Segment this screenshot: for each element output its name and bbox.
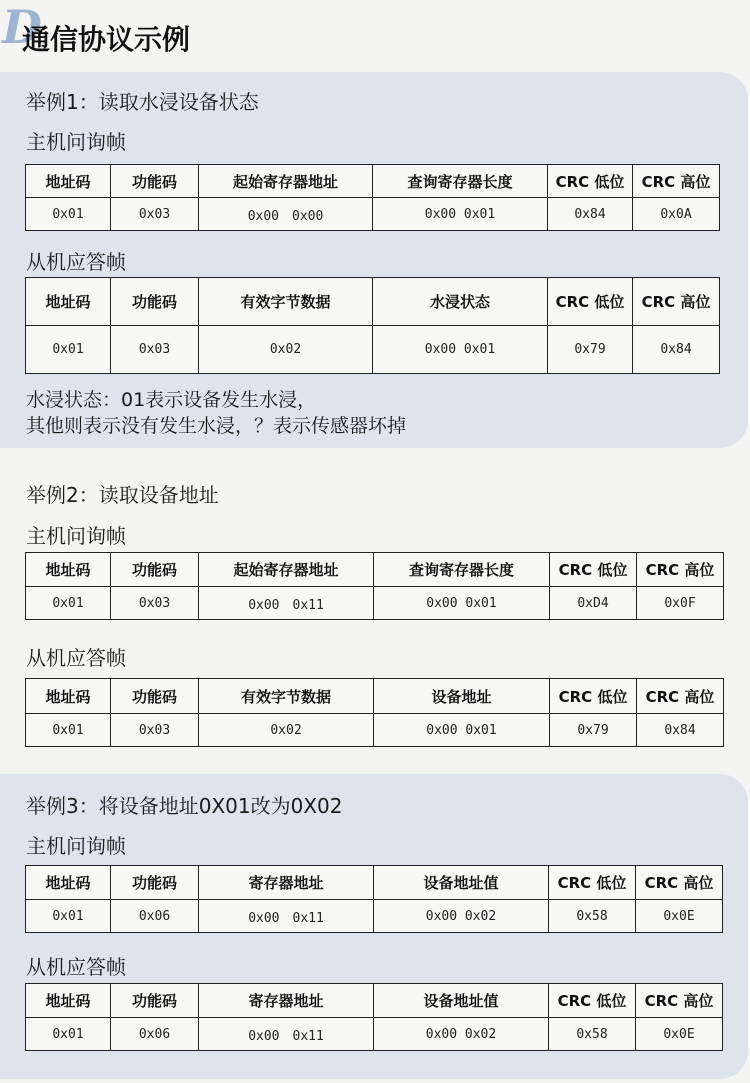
value-cell: 0x01 [26, 900, 111, 933]
example-2-reply-label: 从机应答帧 [26, 646, 126, 670]
value-cell: 0x79 [548, 326, 633, 374]
example-3-section [0, 774, 748, 1079]
example-3-reply-label: 从机应答帧 [26, 955, 126, 979]
header-cell: CRC 低位 [550, 679, 637, 714]
value-cell: 0x02 [199, 714, 374, 747]
example-3-title: 举例3：将设备地址0X01改为0X02 [26, 794, 343, 818]
example-3-reply-table [25, 983, 723, 1051]
value-cell: 0x01 [26, 714, 111, 747]
example-1-query-table [25, 164, 720, 231]
example-3-query-table [25, 865, 723, 933]
header-cell: 功能码 [111, 679, 199, 714]
value-cell: 0x00 0x11 [199, 1018, 374, 1051]
value-cell: 0x84 [633, 326, 720, 374]
example-1-reply-table [25, 277, 720, 374]
value-cell: 0x00 0x01 [373, 326, 548, 374]
page-title: 通信协议示例 [22, 23, 191, 56]
value-cell: 0x00 0x02 [374, 900, 549, 933]
example-1-query-label: 主机问询帧 [26, 130, 126, 154]
value-cell: 0x01 [26, 1018, 111, 1051]
header-cell: 水浸状态 [373, 278, 548, 326]
example-1-note-line-2: 其他则表示没有发生水浸，？表示传感器坏掉 [26, 415, 407, 437]
value-cell: 0x00 0x02 [374, 1018, 549, 1051]
header-cell: CRC 低位 [549, 866, 636, 900]
header-cell: CRC 高位 [636, 866, 723, 900]
value-cell: 0x00 0x01 [374, 587, 550, 620]
header-cell: 地址码 [26, 278, 111, 326]
value-cell: 0x00 0x11 [199, 587, 374, 620]
header-cell: 功能码 [111, 984, 199, 1018]
header-cell: CRC 低位 [548, 278, 633, 326]
example-1-section [0, 72, 748, 448]
value-cell: 0x00 0x11 [199, 900, 374, 933]
value-cell: 0x0F [637, 587, 724, 620]
example-1-note-line-1: 水浸状态：01表示设备发生水浸， [26, 389, 317, 411]
value-cell: 0x0A [633, 198, 720, 231]
value-cell: 0x01 [26, 198, 111, 231]
value-cell: 0x06 [111, 900, 199, 933]
value-cell: 0x0E [636, 1018, 723, 1051]
value-cell: 0x0E [636, 900, 723, 933]
header-cell: 有效字节数据 [199, 278, 373, 326]
header-cell: CRC 高位 [637, 679, 724, 714]
header-cell: CRC 低位 [549, 984, 636, 1018]
value-cell: 0x03 [111, 587, 199, 620]
value-cell: 0x58 [549, 1018, 636, 1051]
logo-letter: D [2, 0, 42, 54]
header-cell: 寄存器地址 [199, 984, 374, 1018]
example-2-query-label: 主机问询帧 [26, 524, 126, 548]
example-2-section [0, 462, 750, 762]
header-cell: 设备地址值 [374, 866, 549, 900]
value-cell: 0x01 [26, 587, 111, 620]
header-cell: 寄存器地址 [199, 866, 374, 900]
header-cell: CRC 高位 [636, 984, 723, 1018]
value-cell: 0x58 [549, 900, 636, 933]
value-cell: 0x79 [550, 714, 637, 747]
header-cell: 功能码 [111, 278, 199, 326]
header-cell: CRC 低位 [548, 165, 633, 198]
example-2-query-table [25, 552, 724, 620]
header-cell: 地址码 [26, 165, 111, 198]
example-2-reply-table [25, 678, 724, 747]
value-cell: 0x03 [111, 198, 199, 231]
value-cell: 0x03 [111, 326, 199, 374]
header-cell: 设备地址值 [374, 984, 549, 1018]
example-1-reply-label: 从机应答帧 [26, 250, 126, 274]
header-cell: 功能码 [111, 866, 199, 900]
header-cell: CRC 低位 [550, 553, 637, 587]
header-cell: 地址码 [26, 553, 111, 587]
header-cell: 地址码 [26, 679, 111, 714]
value-cell: 0x00 0x01 [373, 198, 548, 231]
header-cell: CRC 高位 [633, 278, 720, 326]
value-cell: 0x84 [548, 198, 633, 231]
header-cell: 起始寄存器地址 [199, 553, 374, 587]
example-2-title: 举例2：读取设备地址 [26, 483, 219, 507]
page-header [0, 0, 750, 70]
value-cell: 0x03 [111, 714, 199, 747]
value-cell: 0x00 0x00 [199, 198, 373, 231]
header-cell: 起始寄存器地址 [199, 165, 373, 198]
example-3-query-label: 主机问询帧 [26, 834, 126, 858]
value-cell: 0xD4 [550, 587, 637, 620]
value-cell: 0x06 [111, 1018, 199, 1051]
header-cell: 功能码 [111, 165, 199, 198]
value-cell: 0x02 [199, 326, 373, 374]
value-cell: 0x00 0x01 [374, 714, 550, 747]
header-cell: 设备地址 [374, 679, 550, 714]
header-cell: CRC 高位 [637, 553, 724, 587]
value-cell: 0x01 [26, 326, 111, 374]
header-cell: 地址码 [26, 866, 111, 900]
value-cell: 0x84 [637, 714, 724, 747]
example-1-title: 举例1：读取水浸设备状态 [26, 90, 259, 114]
header-cell: 有效字节数据 [199, 679, 374, 714]
header-cell: 地址码 [26, 984, 111, 1018]
header-cell: 功能码 [111, 553, 199, 587]
header-cell: 查询寄存器长度 [374, 553, 550, 587]
header-cell: 查询寄存器长度 [373, 165, 548, 198]
header-cell: CRC 高位 [633, 165, 720, 198]
